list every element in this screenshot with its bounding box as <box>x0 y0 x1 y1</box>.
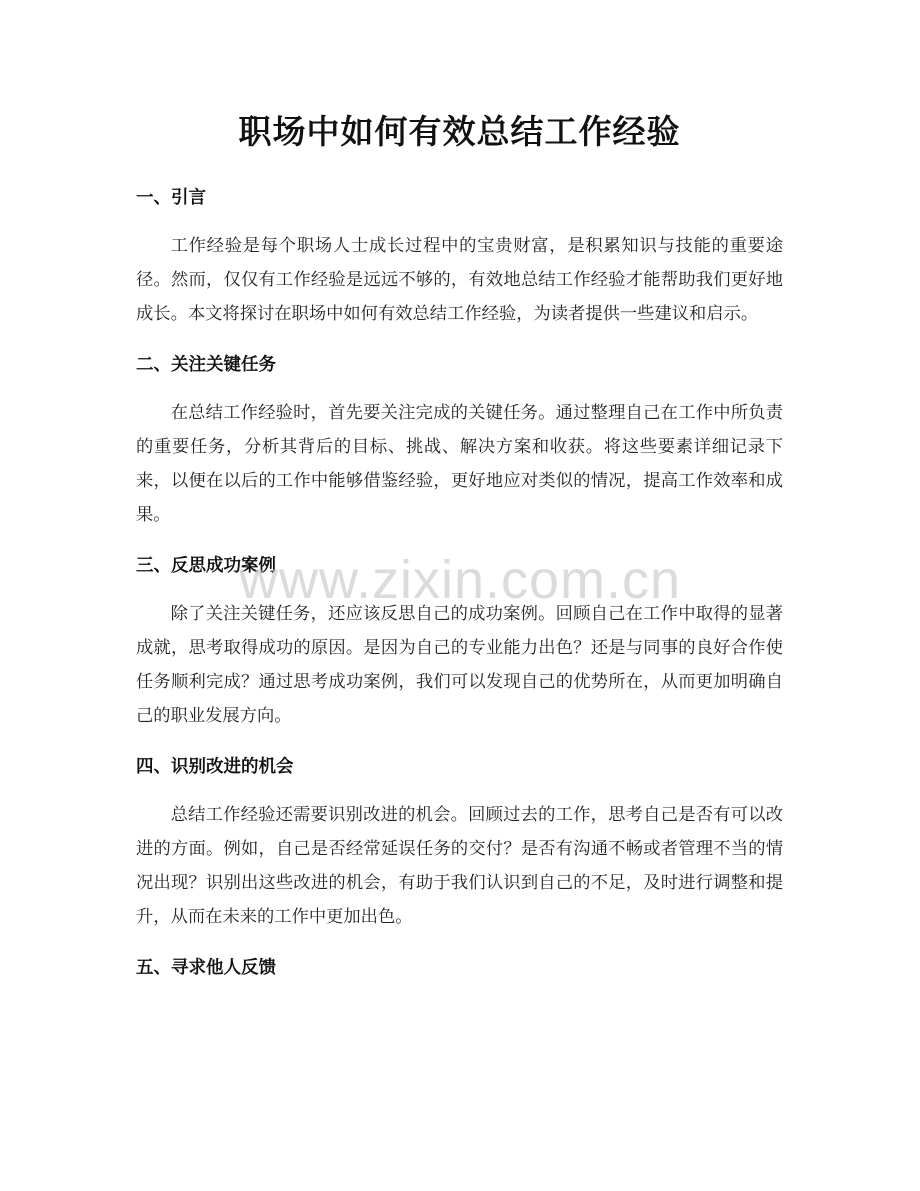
section-heading-success-cases: 三、反思成功案例 <box>136 556 276 576</box>
section-body-key-tasks: 在总结工作经验时，首先要关注完成的关键任务。通过整理自己在工作中所负责的重要任务，分析其背后的目标、挑战、解决方案和收获。将这些要素详细记录下来，以便在以后的工作中能够借鉴经验，更好地应对类似的情况，提高工作效率和成果。 <box>136 403 783 525</box>
document-title: 职场中如何有效总结工作经验 <box>238 112 681 151</box>
section-heading-improvement: 四、识别改进的机会 <box>136 757 294 777</box>
section-heading-feedback: 五、寻求他人反馈 <box>136 958 276 978</box>
section-body-success-cases: 除了关注关键任务，还应该反思自己的成功案例。回顾自己在工作中取得的显著成就，思考取得成功的原因。是因为自己的专业能力出色？还是与同事的良好合作使任务顺利完成？通过思考成功案例，我们可以发现自己的优势所在，从而更加明确自己的职业发展方向。 <box>136 604 783 726</box>
section-heading-key-tasks: 二、关注关键任务 <box>136 355 276 375</box>
section-body-improvement: 总结工作经验还需要识别改进的机会。回顾过去的工作，思考自己是否有可以改进的方面。例如，自己是否经常延误任务的交付？是否有沟通不畅或者管理不当的情况出现？识别出这些改进的机会，有助于我们认识到自己的不足，及时进行调整和提升，从而在未来的工作中更加出色。 <box>136 805 783 927</box>
watermark-text: www.zixin.com.cn <box>238 550 682 610</box>
section-heading-intro: 一、引言 <box>136 188 206 208</box>
section-body-intro: 工作经验是每个职场人士成长过程中的宝贵财富，是积累知识与技能的重要途径。然而，仅仅有工作经验是远远不够的，有效地总结工作经验才能帮助我们更好地成长。本文将探讨在职场中如何有效总结工作经验，为读者提供一些建议和启示。 <box>136 236 783 324</box>
